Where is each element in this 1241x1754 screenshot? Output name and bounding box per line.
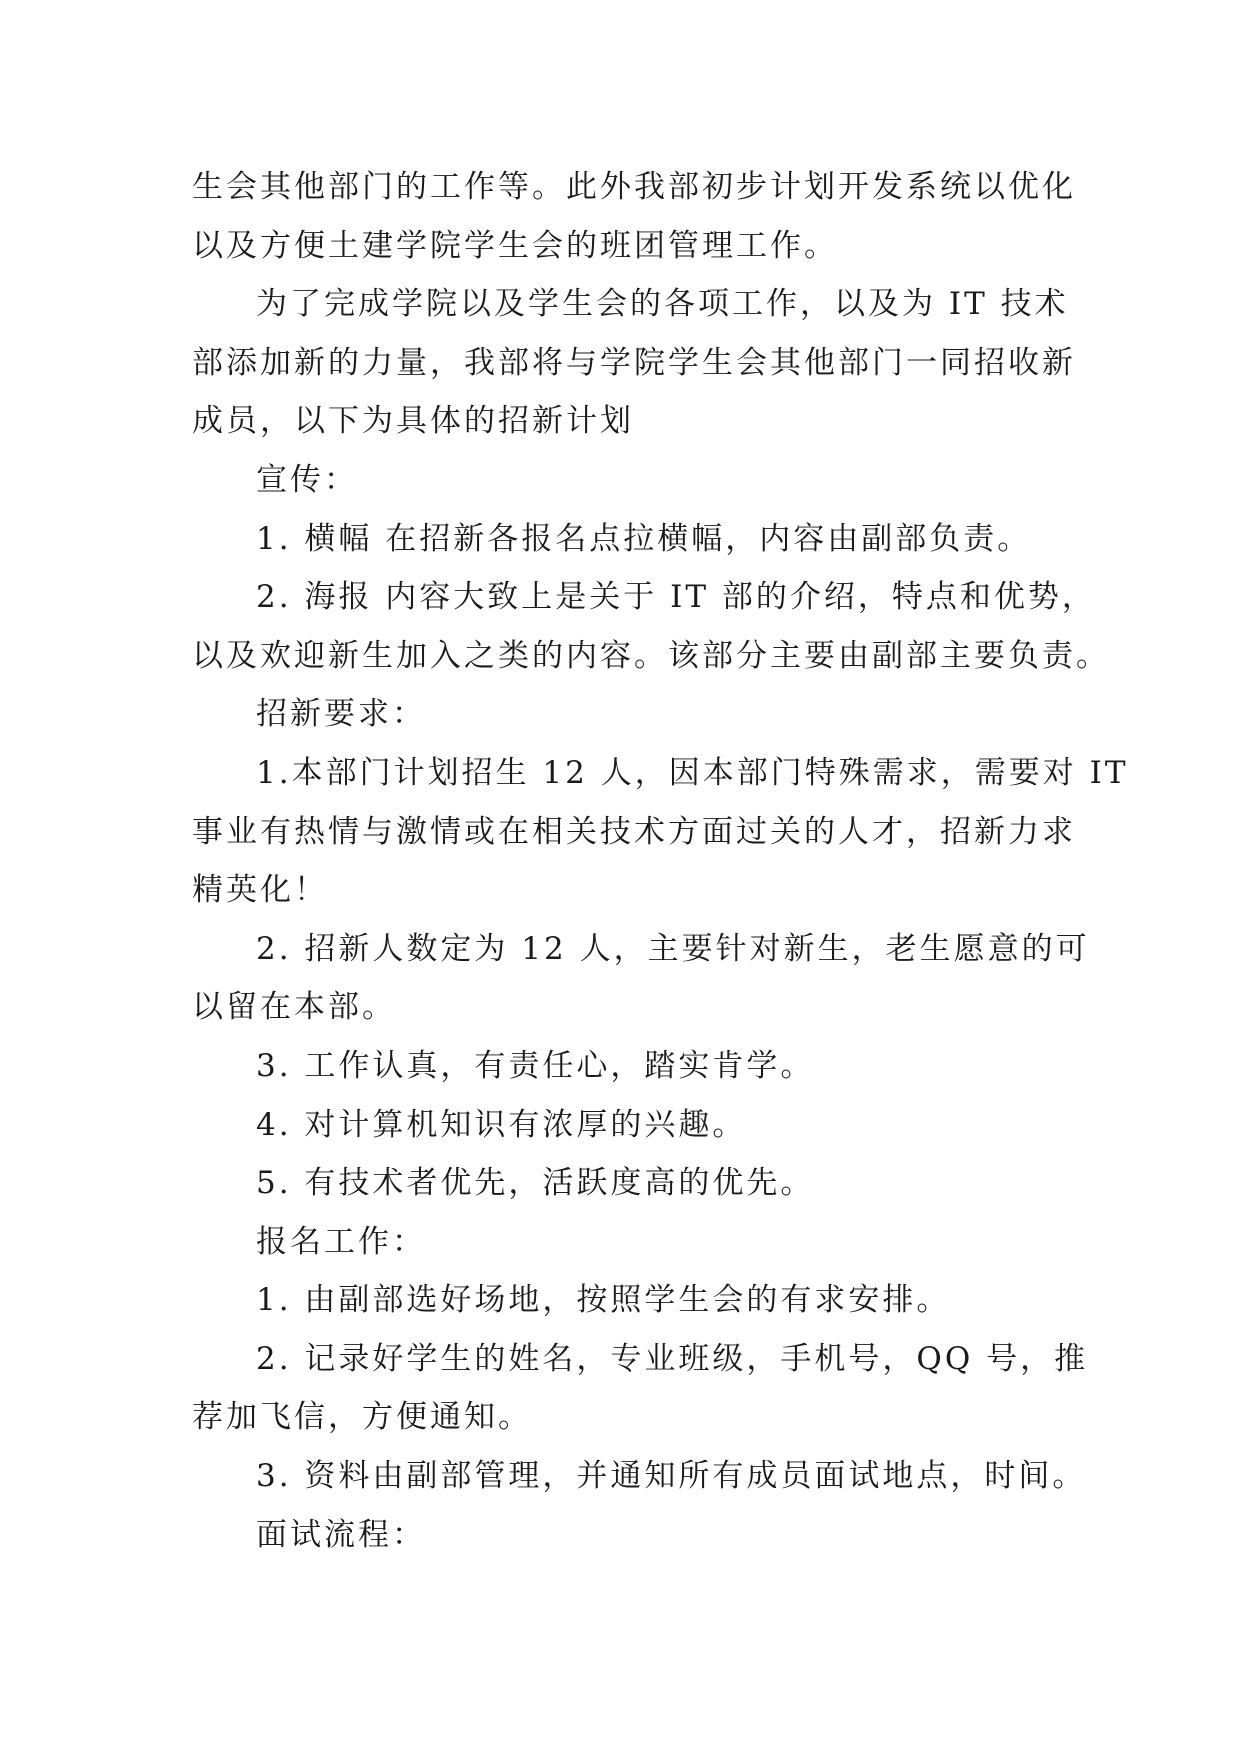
body-line: 以及方便土建学院学生会的班团管理工作。 xyxy=(192,227,838,264)
body-line: 精英化！ xyxy=(192,872,328,909)
body-line: 为了完成学院以及学生会的各项工作，以及为 IT 技术 xyxy=(256,286,1069,323)
list-item: 3. 工作认真，有责任心，踏实肯学。 xyxy=(256,1047,815,1084)
list-item: 4. 对计算机知识有浓厚的兴趣。 xyxy=(256,1106,747,1143)
list-item: 2. 记录好学生的姓名，专业班级，手机号，QQ 号，推 xyxy=(256,1340,1089,1377)
body-line: 以及欢迎新生加入之类的内容。该部分主要由副部主要负责。 xyxy=(192,637,1110,674)
list-item: 1. 横幅 在招新各报名点拉横幅，内容由副部负责。 xyxy=(256,520,1032,557)
list-item: 1. 由副部选好场地，按照学生会的有求安排。 xyxy=(256,1282,951,1319)
body-line: 荐加飞信，方便通知。 xyxy=(192,1399,532,1436)
body-line: 生会其他部门的工作等。此外我部初步计划开发系统以优化 xyxy=(192,169,1076,205)
list-item: 1.本部门计划招生 12 人，因本部门特殊需求，需要对 IT xyxy=(256,754,1129,791)
list-item: 2. 海报 内容大致上是关于 IT 部的介绍，特点和优势， xyxy=(256,579,1096,616)
body-line: 以留在本部。 xyxy=(192,989,396,1026)
list-item: 5. 有技术者优先，活跃度高的优先。 xyxy=(256,1165,815,1202)
section-heading-requirements: 招新要求： xyxy=(256,696,426,733)
section-heading-publicity: 宣传： xyxy=(256,461,358,498)
section-heading-interview: 面试流程： xyxy=(256,1516,426,1553)
body-line: 成员，以下为具体的招新计划 xyxy=(192,403,634,440)
section-heading-registration: 报名工作： xyxy=(256,1223,426,1260)
body-line: 部添加新的力量，我部将与学院学生会其他部门一同招收新 xyxy=(192,344,1076,381)
list-item: 3. 资料由副部管理，并通知所有成员面试地点，时间。 xyxy=(256,1458,1087,1495)
body-line: 事业有热情与激情或在相关技术方面过关的人才，招新力求 xyxy=(192,813,1076,850)
document-body xyxy=(192,158,1129,1564)
list-item: 2. 招新人数定为 12 人，主要针对新生，老生愿意的可 xyxy=(256,930,1090,967)
